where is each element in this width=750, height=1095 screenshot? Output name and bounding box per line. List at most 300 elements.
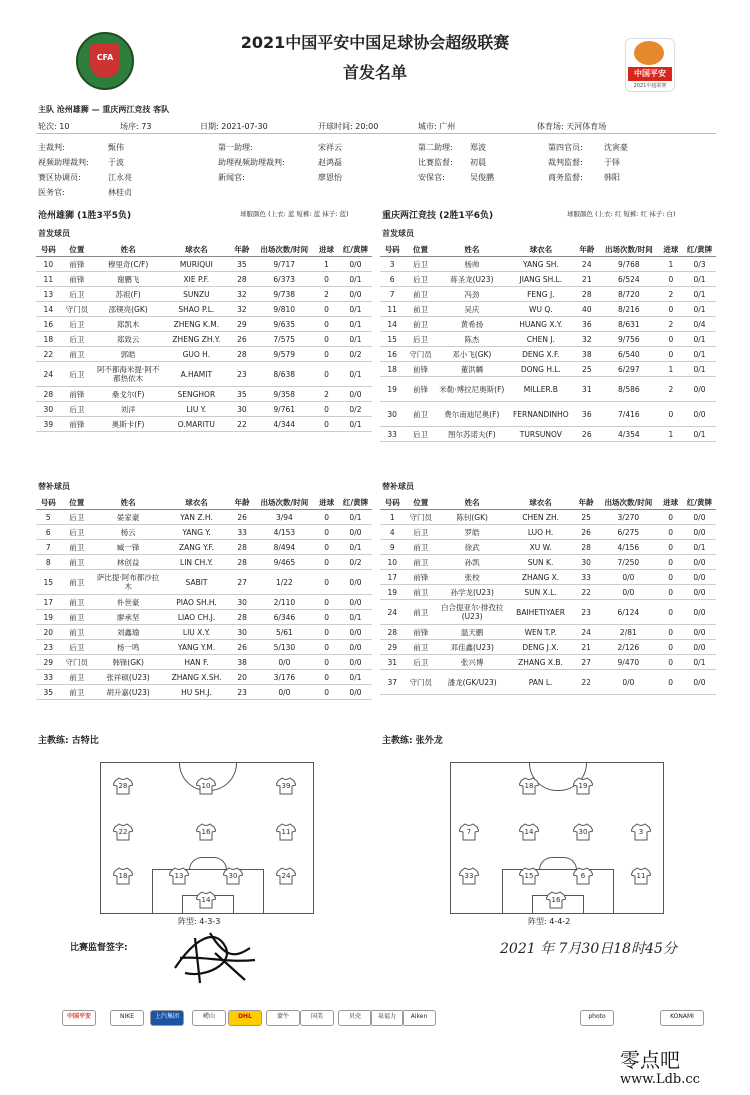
table-cell: 温天鹏 [437,625,507,640]
home-subs-label: 替补球员 [38,482,70,491]
table-row [380,625,716,640]
table-cell: 17 [36,595,61,610]
table-row [380,347,716,362]
table-row [380,317,716,332]
table-cell: 28 [574,540,599,555]
table-cell: 前锋 [61,417,94,432]
table-cell: 0 [658,555,683,570]
player-shirt-icon: 13 [169,867,189,885]
table-cell: 38 [230,655,255,670]
table-cell: 陈杰 [437,332,507,347]
table-cell: 29 [230,317,255,332]
table-cell: 24 [36,362,61,387]
table-cell: 14 [36,302,61,317]
table-cell: 穆里奇(C/F) [93,257,163,272]
official-name: 沈寅豪 [604,143,628,152]
table-cell: 廖承坚 [93,610,163,625]
sponsor-logo: 蒙牛 [266,1010,300,1026]
table-cell: MILLER.B [507,377,575,402]
table-cell: 30 [230,595,255,610]
table-cell: WU Q. [507,302,575,317]
table-cell: 5/61 [254,625,314,640]
table-cell: 27 [230,570,255,595]
table-cell: 0 [659,272,683,287]
table-cell: 32 [230,287,255,302]
table-cell: 胡升嘉(U23) [93,685,163,700]
table-cell: 28 [380,625,405,640]
supervisor-signature [155,918,265,990]
column-header: 位置 [405,495,437,510]
table-row [36,655,372,670]
table-cell: 0/0 [598,570,658,585]
table-cell: XIE P.F. [163,272,229,287]
column-header: 进球 [658,495,683,510]
table-cell: 0 [314,525,339,540]
official-name: 于铎 [604,158,620,167]
table-cell: 桑戈尔(F) [93,387,163,402]
table-cell: 0 [314,332,339,347]
table-cell: 0/1 [339,317,372,332]
table-cell: 0/1 [339,362,372,387]
table-cell: 39 [36,417,61,432]
player-shirt-icon: 30 [573,823,593,841]
player-shirt-icon: 14 [196,891,216,909]
table-cell: 9/635 [254,317,314,332]
official-role: 主裁判: [38,143,65,152]
table-row [36,302,372,317]
table-cell: 0/0 [683,510,716,525]
official-role: 第二助理: [418,143,453,152]
official-name: 吴俊鹏 [470,173,494,182]
table-row [36,570,372,595]
table-cell: 33 [230,525,255,540]
table-cell: 23 [574,600,599,625]
table-cell: 1 [314,257,339,272]
column-header: 年龄 [230,242,255,257]
table-cell: 26 [230,510,255,525]
table-cell: 前卫 [61,610,93,625]
sponsor-logo: photo [580,1010,614,1026]
table-cell: 26 [575,427,599,442]
table-cell: 9/768 [599,257,659,272]
table-row [380,272,716,287]
player-shirt-icon: 16 [546,891,566,909]
player-shirt-icon: 15 [519,867,539,885]
table-cell: 0/1 [339,540,372,555]
table-cell: 后卫 [61,402,94,417]
table-cell: 0 [314,610,339,625]
table-cell: 前卫 [405,640,437,655]
player-shirt-icon: 39 [276,777,296,795]
table-cell: 徐武 [437,540,507,555]
table-cell: 22 [574,670,599,695]
table-cell: 30 [230,625,255,640]
table-cell: 9/470 [598,655,658,670]
table-cell: 0/1 [339,610,372,625]
table-cell: 0/1 [683,540,716,555]
table-cell: HUANG X.Y. [507,317,575,332]
table-row [36,525,372,540]
table-cell: 前卫 [405,585,437,600]
column-header: 号码 [36,242,61,257]
official-name: 韩阳 [604,173,620,182]
table-cell: SENGHOR [163,387,229,402]
column-header: 年龄 [574,495,599,510]
table-row [36,510,372,525]
table-cell: 0/1 [683,655,716,670]
table-cell: 26 [230,640,255,655]
table-cell: 韩锋(GK) [93,655,163,670]
table-cell: 0 [314,362,339,387]
table-cell: 杨帅 [437,257,507,272]
table-cell: 后卫 [61,362,94,387]
table-cell: 19 [380,377,404,402]
table-cell: 前锋 [61,257,94,272]
table-cell: 0/0 [683,585,716,600]
table-cell: 0 [314,510,339,525]
table-cell: 前锋 [405,625,437,640]
table-cell: 8/494 [254,540,314,555]
table-cell: 邵镤亮(GK) [93,302,163,317]
table-cell: 31 [380,655,405,670]
table-cell: 0/0 [683,640,716,655]
table-cell: 7/575 [254,332,314,347]
sponsor-logo: 上汽集团 [150,1010,184,1026]
official-name: 林桂贞 [108,188,132,197]
table-cell: 后卫 [405,525,437,540]
sponsor-logo: 中国平安 [62,1010,96,1026]
table-cell: 28 [230,540,255,555]
table-cell: 8/720 [599,287,659,302]
table-cell: 0 [658,640,683,655]
table-cell: SHAO P.L. [163,302,229,317]
table-cell: 9/579 [254,347,314,362]
match-date: 日期: 2021-07-30 [200,122,268,131]
table-row [380,362,716,377]
table-cell: 守门员 [61,655,93,670]
official-role: 视频助理裁判: [38,158,89,167]
column-header: 号码 [380,495,405,510]
table-cell: 后卫 [61,525,93,540]
table-cell: 28 [230,610,255,625]
table-cell: 8/638 [254,362,314,387]
player-shirt-icon: 22 [113,823,133,841]
page-subtitle: 首发名单 [342,63,407,82]
column-header: 进球 [314,495,339,510]
sponsor-logo: 泉福力 [370,1010,404,1026]
table-cell: 16 [36,317,61,332]
table-cell: 张祥硕(U23) [93,670,163,685]
table-cell: ZHANG X.B. [507,655,574,670]
table-cell: 孙学龙(U23) [437,585,507,600]
table-row [380,540,716,555]
table-row [380,377,716,402]
table-cell: 0 [658,585,683,600]
table-cell: 2/110 [254,595,314,610]
home-starters-table [36,242,372,432]
table-cell: 0/0 [339,525,372,540]
table-cell: 0/0 [339,287,372,302]
table-cell: 8/586 [599,377,659,402]
table-cell: MURIQUI [163,257,229,272]
table-cell: ZANG Y.F. [163,540,230,555]
table-cell: 后卫 [404,272,436,287]
table-cell: 9 [380,540,405,555]
table-cell: WEN T.P. [507,625,574,640]
table-cell: 0 [658,600,683,625]
table-cell: 邓佳鑫(U23) [437,640,507,655]
csl-logo-sub: 2021中超联赛 [633,83,667,89]
away-subs-label: 替补球员 [382,482,414,491]
table-cell: 前卫 [61,570,93,595]
table-cell: 22 [36,347,61,362]
sponsor-logo: 国美 [300,1010,334,1026]
player-shirt-icon: 28 [113,777,133,795]
table-cell: 0 [658,570,683,585]
table-cell: 0 [659,347,683,362]
table-cell: 后卫 [61,287,94,302]
table-cell: 杨一鸣 [93,640,163,655]
table-cell: 8/631 [599,317,659,332]
table-cell: 17 [380,570,405,585]
away-starters-table [380,242,716,442]
table-cell: 23 [36,640,61,655]
table-cell: 24 [574,625,599,640]
table-cell: 守门员 [404,347,436,362]
table-cell: 9/810 [254,302,314,317]
table-cell: 0 [658,525,683,540]
table-cell: 陈钊(GK) [437,510,507,525]
table-cell: 后卫 [404,332,436,347]
table-cell: 0 [658,540,683,555]
round: 轮次: 10 [38,122,70,131]
table-cell: 0/0 [683,570,716,585]
table-cell: 0 [658,655,683,670]
table-cell: 24 [380,600,405,625]
table-cell: 蒋圣龙(U23) [437,272,507,287]
table-cell: 前卫 [61,347,94,362]
table-cell: 0/0 [339,570,372,595]
column-header: 年龄 [230,495,255,510]
table-cell: 0/2 [339,347,372,362]
table-cell: 18 [36,332,61,347]
table-cell: 郭皓 [93,347,163,362]
table-cell: 郑致云 [93,332,163,347]
table-cell: 董洪麟 [437,362,507,377]
table-cell: A.HAMIT [163,362,229,387]
table-cell: 28 [230,555,255,570]
table-cell: 25 [574,510,599,525]
table-cell: 刘鑫瑜 [93,625,163,640]
table-cell: 0 [314,347,339,362]
table-cell: 35 [36,685,61,700]
table-cell: 守门员 [405,670,437,695]
table-row [380,402,716,427]
official-role: 裁判监督: [548,158,583,167]
column-header: 进球 [659,242,683,257]
table-cell: SABIT [163,570,230,595]
table-cell: 郑凯木 [93,317,163,332]
table-row [36,625,372,640]
table-row [36,610,372,625]
player-shirt-icon: 18 [519,777,539,795]
table-cell: 38 [575,347,599,362]
table-cell: PIAO SH.H. [163,595,230,610]
table-row [36,347,372,362]
table-row [380,510,716,525]
table-cell: YANG Y.M. [163,640,230,655]
csl-logo-text: 中国平安 [628,67,672,81]
table-cell: 前卫 [61,540,93,555]
sponsor-logo: NIKE [110,1010,144,1026]
table-cell: 0/1 [339,272,372,287]
table-cell: 林创益 [93,555,163,570]
table-cell: 萨比提·阿布都沙拉木 [93,570,163,595]
table-cell: 22 [230,417,255,432]
table-cell: 0/0 [339,685,372,700]
table-cell: HAN F. [163,655,230,670]
table-cell: 前卫 [405,555,437,570]
table-row [36,640,372,655]
table-cell: 26 [230,332,255,347]
away-subs-table [380,495,716,695]
column-header: 红/黄牌 [683,242,716,257]
table-cell: 0 [314,685,339,700]
table-cell: YANG Y. [163,525,230,540]
player-shirt-icon: 30 [223,867,243,885]
table-row [36,257,372,272]
table-cell: 19 [36,610,61,625]
table-cell: 5 [36,510,61,525]
table-cell: 0 [658,510,683,525]
table-cell: 1 [659,257,683,272]
player-shirt-icon: 7 [459,823,479,841]
table-row [380,427,716,442]
official-role: 新闻官: [218,173,245,182]
away-formation: 阵型: 4-4-2 [528,917,571,926]
table-row [36,287,372,302]
table-cell: 11 [36,272,61,287]
table-cell: 35 [230,257,255,272]
table-cell: 朴世豪 [93,595,163,610]
table-cell: 3/176 [254,670,314,685]
table-cell: 0 [314,570,339,595]
table-row [380,655,716,670]
table-row [36,332,372,347]
table-cell: 19 [380,585,405,600]
table-cell: 0 [314,625,339,640]
table-row [380,670,716,695]
player-shirt-icon: 14 [519,823,539,841]
stadium: 体育场: 天河体育场 [537,122,607,131]
table-cell: JIANG SH.L. [507,272,575,287]
table-cell: 白合提亚尔·排孜拉(U23) [437,600,507,625]
column-header: 红/黄牌 [683,495,716,510]
table-cell: 图尔苏诺夫(F) [437,427,507,442]
table-cell: 0/0 [339,387,372,402]
table-cell: 2 [659,377,683,402]
table-cell: 0/1 [339,510,372,525]
table-row [380,600,716,625]
table-cell: 0/1 [683,332,716,347]
column-header: 球衣名 [163,242,229,257]
column-header: 出场次数/时间 [598,495,658,510]
column-header: 位置 [404,242,436,257]
official-role: 比赛监督: [418,158,453,167]
match-no: 场序: 73 [120,122,152,131]
table-cell: 0/1 [339,302,372,317]
table-header-row [380,242,716,257]
home-team-name: 沧州雄狮 (1胜3平5负) [38,211,132,221]
official-name: 甄伟 [108,143,124,152]
table-cell: BAIHETIYAER [507,600,574,625]
away-starters-label: 首发球员 [382,229,414,238]
table-cell: 0 [659,332,683,347]
table-cell: 0/1 [683,347,716,362]
table-cell: 4/153 [254,525,314,540]
home-starters-label: 首发球员 [38,229,70,238]
table-cell: 0/0 [683,600,716,625]
table-cell: 37 [380,670,405,695]
table-cell: 0/0 [683,377,716,402]
table-cell: 6/346 [254,610,314,625]
table-cell: 黄希扬 [437,317,507,332]
table-cell: 前锋 [405,570,437,585]
column-header: 红/黄牌 [339,242,372,257]
table-cell: LIAO CH.J. [163,610,230,625]
column-header: 年龄 [575,242,599,257]
table-cell: 前卫 [405,540,437,555]
table-cell: 后卫 [405,655,437,670]
table-cell: 2 [314,387,339,402]
table-cell: 1 [659,362,683,377]
home-kit: 球服颜色 (上衣: 蓝 短裤: 蓝 袜子: 蓝) [240,210,349,218]
table-cell: XU W. [507,540,574,555]
table-cell: SUNZU [163,287,229,302]
table-cell: 36 [575,402,599,427]
table-cell: 0/1 [683,427,716,442]
table-cell: LIU Y. [163,402,229,417]
table-cell: 后卫 [404,427,436,442]
column-header: 球衣名 [507,242,575,257]
table-cell: 邓小飞(GK) [437,347,507,362]
player-shirt-icon: 16 [196,823,216,841]
table-cell: 21 [574,640,599,655]
table-row [380,302,716,317]
table-cell: 33 [380,427,404,442]
official-name: 廖恩怡 [318,173,342,182]
table-cell: 9/358 [254,387,314,402]
table-cell: 9/738 [254,287,314,302]
cfa-logo-text: CFA [96,53,114,62]
table-cell: 28 [230,347,255,362]
table-cell: 18 [380,362,404,377]
table-cell: YANG SH. [507,257,575,272]
table-cell: 前锋 [61,272,94,287]
table-cell: 20 [230,670,255,685]
table-cell: 7 [380,287,404,302]
table-cell: 0/0 [254,655,314,670]
table-cell: O.MARITU [163,417,229,432]
table-cell: HU SH.J. [163,685,230,700]
home-formation: 阵型: 4-3-3 [178,917,221,926]
table-row [36,555,372,570]
watermark-text: 零点吧 [620,1048,680,1072]
table-cell: 0/0 [339,655,372,670]
table-cell: 0/0 [598,670,658,695]
table-cell: 0/0 [598,585,658,600]
table-cell: 前卫 [61,595,93,610]
